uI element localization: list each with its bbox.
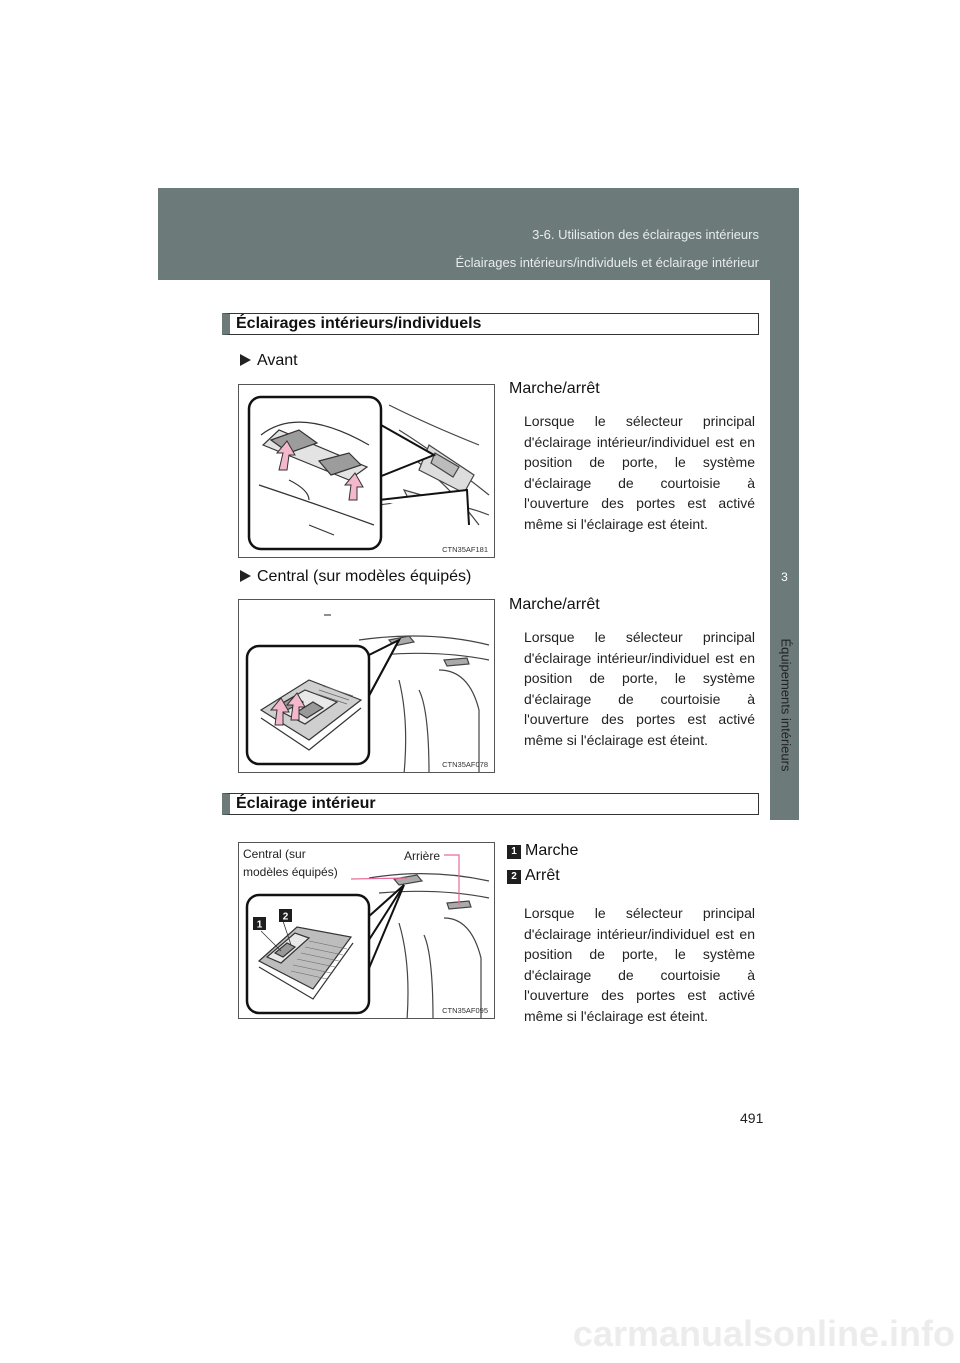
number-badge: 1: [507, 845, 521, 859]
bullet-central-text: Central (sur modèles équipés): [257, 568, 472, 585]
bullet-front: [240, 352, 298, 370]
chapter-number: 3: [781, 570, 788, 584]
header-band: [158, 188, 799, 280]
figure-central-light: [238, 599, 495, 773]
figure-badge-1: 1: [256, 919, 263, 931]
watermark-logo: [0, 1304, 960, 1358]
figure-badge-2: 2: [282, 911, 289, 923]
number-badge: 2: [507, 870, 521, 884]
figure-label-central-line2: modèles équipés): [243, 865, 338, 879]
figure-code: CTN35AF095: [442, 1006, 488, 1015]
interior-light-illustration: [239, 843, 495, 1019]
section-heading-text: Éclairages intérieurs/individuels: [236, 315, 482, 332]
central-light-illustration: [239, 600, 495, 773]
item-on: [507, 842, 578, 860]
central-subheading: Marche/arrêt: [509, 596, 600, 613]
central-description: Lorsque le sélecteur principal d'éclairage intérieur/individuel est en position de porte, le système d'éclairage de courtoisie à l'ouverture des portes est activé même si l'éclairage est éteint.: [524, 629, 755, 748]
svg-text:carmanualsonline.info: carmanualsonline.info: [572, 1313, 955, 1354]
item-off: [507, 867, 560, 885]
figure-interior-light: [238, 842, 495, 1019]
page-number: 491: [740, 1110, 764, 1126]
figure-code: CTN35AF078: [442, 760, 488, 769]
triangle-bullet-icon: [240, 354, 251, 366]
section-heading-text: Éclairage intérieur: [236, 795, 376, 812]
front-lights-illustration: [239, 385, 495, 558]
header-section-title: 3-6. Utilisation des éclairages intérieurs: [532, 227, 759, 242]
chapter-label: [776, 620, 796, 790]
figure-code: CTN35AF181: [442, 545, 488, 554]
bullet-central: [240, 568, 471, 586]
figure-front-lights: [238, 384, 495, 558]
front-subheading: Marche/arrêt: [509, 380, 600, 397]
figure-label-rear: Arrière: [404, 849, 441, 863]
header-subsection-title: Éclairages intérieurs/individuels et éclairage intérieur: [455, 255, 759, 270]
section-heading-individual-lights: [222, 313, 759, 335]
front-description: Lorsque le sélecteur principal d'éclairage intérieur/individuel est en position de porte, le système d'éclairage de courtoisie à l'ouverture des portes est activé même si l'éclairage est éteint.: [524, 413, 755, 532]
figure-label-central-line1: Central (sur: [243, 847, 306, 861]
triangle-bullet-icon: [240, 570, 251, 582]
interior-light-description: Lorsque le sélecteur principal d'éclairage intérieur/individuel est en position de porte, le système d'éclairage de courtoisie à l'ouverture des portes est activé même si l'éclairage est éteint.: [524, 905, 755, 1024]
watermark: [0, 1304, 960, 1358]
chapter-label-text: Équipements intérieurs: [778, 638, 794, 772]
item-off-label: Arrêt: [525, 867, 560, 884]
item-on-label: Marche: [525, 842, 579, 859]
section-heading-interior-light: [222, 793, 759, 815]
bullet-front-text: Avant: [257, 352, 298, 369]
